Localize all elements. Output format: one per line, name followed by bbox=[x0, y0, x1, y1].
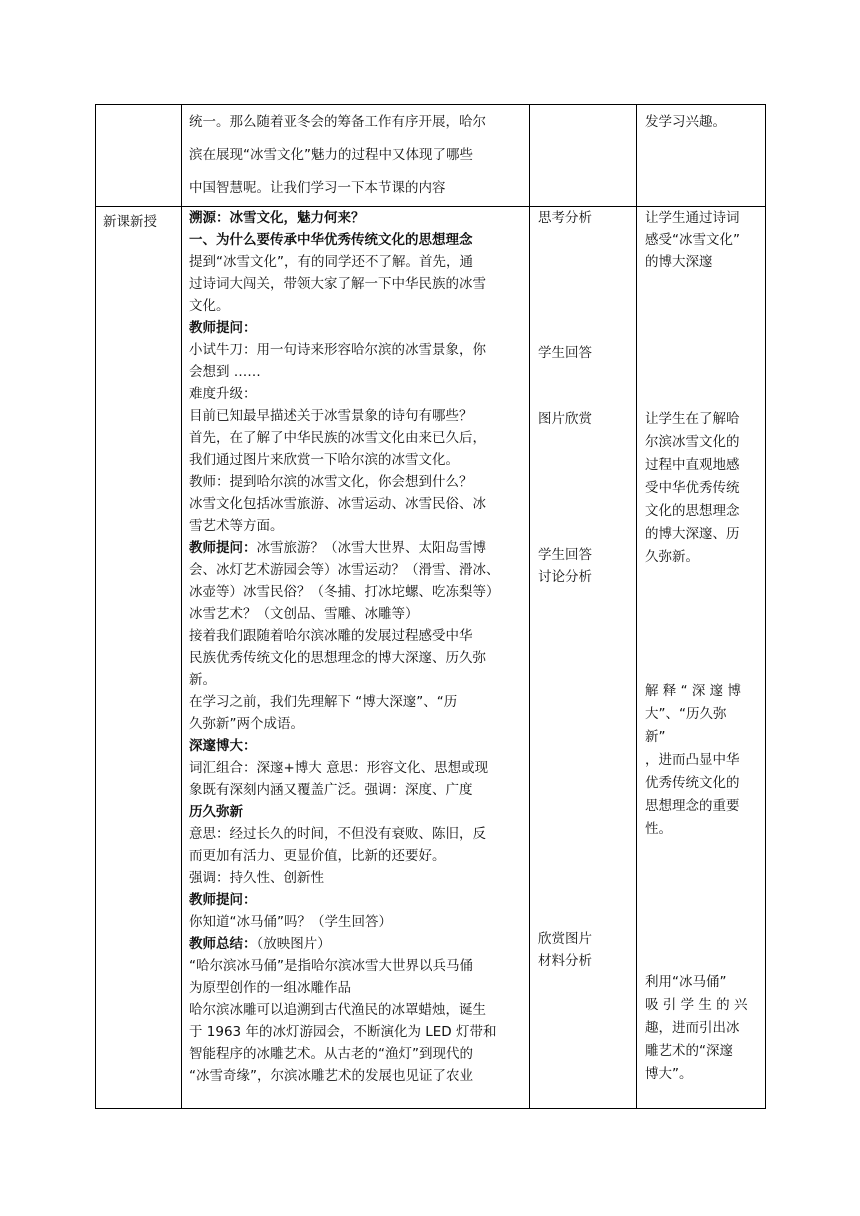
content-line: 为原型创作的一组冰雕作品 bbox=[189, 980, 351, 996]
goal-line: 大”、“历久弥 bbox=[645, 706, 727, 722]
table-left-border bbox=[95, 104, 96, 1109]
content-line: 提到“冰雪文化”，有的同学还不了解。首先，通 bbox=[189, 254, 473, 270]
subheading: 教师提问： bbox=[189, 320, 257, 336]
goal-line: 趣，进而引出冰 bbox=[645, 1020, 740, 1036]
stage-label: 新课新授 bbox=[103, 214, 157, 230]
content-line: 强调：持久性、创新性 bbox=[189, 870, 324, 886]
goal-line: 感受“冰雪文化” bbox=[645, 232, 740, 248]
content-line: 首先，在了解了中华民族的冰雪文化由来已久后， bbox=[189, 430, 486, 446]
subheading: 深邃博大： bbox=[189, 738, 257, 754]
section-heading: 一、为什么要传承中华优秀传统文化的思想理念 bbox=[189, 232, 473, 248]
content-line: 于 1963 年的冰灯游园会，不断演化为 LED 灯带和 bbox=[189, 1024, 497, 1040]
content-line: 雪艺术等方面。 bbox=[189, 518, 284, 534]
column-divider-1 bbox=[181, 104, 182, 1109]
content-line: 久弥新”两个成语。 bbox=[189, 716, 304, 732]
section-heading: 溯源：冰雪文化，魅力何来？ bbox=[189, 210, 365, 226]
goal-line: 性。 bbox=[645, 821, 672, 837]
content-line: 冰雪文化包括冰雪旅游、冰雪运动、冰雪民俗、冰 bbox=[189, 496, 486, 512]
goal-line: 雕艺术的“深邃 bbox=[645, 1043, 733, 1059]
content-line: 智能程序的冰雕艺术。从古老的“渔灯”到现代的 bbox=[189, 1046, 473, 1062]
activity-line: 图片欣赏 bbox=[538, 411, 592, 427]
activity-line: 思考分析 bbox=[538, 210, 592, 226]
content-line: 冰壶等）冰雪民俗？（冬捕、打冰坨螺、吃冻梨等） bbox=[189, 584, 500, 600]
activity-line: 学生回答 bbox=[538, 547, 592, 563]
content-line: 难度升级： bbox=[189, 386, 257, 402]
goal-line: 让学生通过诗词 bbox=[645, 210, 740, 226]
activity-line: 讨论分析 bbox=[538, 569, 592, 585]
content-line: 意思：经过长久的时间，不但没有衰败、陈旧，反 bbox=[189, 826, 486, 842]
content-line: 你知道“冰马俑”吗？（学生回答） bbox=[189, 914, 392, 930]
row0-content-line: 统一。那么随着亚冬会的筹备工作有序开展，哈尔 bbox=[189, 114, 486, 130]
row0-content-line: 中国智慧呢。让我们学习一下本节课的内容 bbox=[189, 180, 446, 196]
activity-line: 材料分析 bbox=[538, 953, 592, 969]
content-line: 我们通过图片来欣赏一下哈尔滨的冰雪文化。 bbox=[189, 452, 459, 468]
goal-line: 过程中直观地感 bbox=[645, 457, 740, 473]
content-line: 目前已知最早描述关于冰雪景象的诗句有哪些？ bbox=[189, 408, 473, 424]
content-line: 会想到 …… bbox=[189, 364, 261, 380]
content-line: 冰雪艺术？（文创品、雪雕、冰雕等） bbox=[189, 606, 419, 622]
goal-line: ，进而凸显中华 bbox=[645, 752, 740, 768]
row0-content-line: 滨在展现“冰雪文化”魅力的过程中又体现了哪些 bbox=[189, 147, 473, 163]
content-line: 接着我们跟随着哈尔滨冰雕的发展过程感受中华 bbox=[189, 628, 473, 644]
bold-lead: 教师总结： bbox=[189, 936, 257, 952]
goal-line: 优秀传统文化的 bbox=[645, 775, 740, 791]
activity-line: 学生回答 bbox=[538, 345, 592, 361]
content-line: 过诗词大闯关，带领大家了解一下中华民族的冰雪 bbox=[189, 276, 486, 292]
goal-line: 受中华优秀传统 bbox=[645, 480, 740, 496]
content-line: “哈尔滨冰马俑”是指哈尔滨冰雪大世界以兵马俑 bbox=[189, 958, 473, 974]
goal-line: 文化的思想理念 bbox=[645, 503, 740, 519]
content-line bbox=[189, 933, 331, 955]
content-line: 小试牛刀：用一句诗来形容哈尔滨的冰雪景象，你 bbox=[189, 342, 486, 358]
content-line: 哈尔滨冰雕可以追溯到古代渔民的冰罩蜡烛，诞生 bbox=[189, 1002, 486, 1018]
goal-line: 利用“冰马俑” bbox=[645, 974, 727, 990]
content-text: 冰雪旅游？（冰雪大世界、太阳岛雪博 bbox=[256, 540, 486, 556]
bold-lead: 教师提问： bbox=[189, 540, 257, 556]
goal-line: 尔滨冰雪文化的 bbox=[645, 434, 740, 450]
content-line: 而更加有活力、更显价值，比新的还要好。 bbox=[189, 848, 446, 864]
goal-line: 吸 引 学 生 的 兴 bbox=[645, 997, 748, 1013]
goal-line: 久弥新。 bbox=[645, 549, 699, 565]
content-line: 新。 bbox=[189, 672, 216, 688]
content-line: 民族优秀传统文化的思想理念的博大深邃、历久弥 bbox=[189, 650, 486, 666]
table-bottom-border bbox=[95, 1108, 766, 1109]
subheading: 历久弥新 bbox=[189, 804, 243, 820]
goal-line: 思想理念的重要 bbox=[645, 798, 740, 814]
goal-line: 新” bbox=[645, 729, 666, 745]
content-text: （放映图片） bbox=[256, 936, 331, 952]
row0-goal-line: 发学习兴趣。 bbox=[645, 114, 726, 130]
content-line: 象既有深刻内涵又覆盖广泛。强调：深度、广度 bbox=[189, 782, 473, 798]
content-line: 教师：提到哈尔滨的冰雪文化，你会想到什么？ bbox=[189, 474, 473, 490]
content-line bbox=[189, 537, 486, 559]
table-right-border bbox=[765, 104, 766, 1109]
column-divider-2 bbox=[529, 104, 530, 1109]
subheading: 教师提问： bbox=[189, 892, 257, 908]
content-line: “冰雪奇缘”，尔滨冰雕艺术的发展也见证了农业 bbox=[189, 1068, 473, 1084]
content-line: 在学习之前，我们先理解下 “博大深邃”、“历 bbox=[189, 694, 458, 710]
activity-line: 欣赏图片 bbox=[538, 931, 592, 947]
table-top-border bbox=[95, 104, 766, 105]
column-divider-3 bbox=[636, 104, 637, 1109]
goal-line: 让学生在了解哈 bbox=[645, 411, 740, 427]
content-line: 词汇组合：深邃+博大 意思：形容文化、思想或现 bbox=[189, 760, 489, 776]
goal-line: 的博大深邃 bbox=[645, 254, 713, 270]
content-line: 会、冰灯艺术游园会等）冰雪运动？（滑雪、滑冰、 bbox=[189, 562, 500, 578]
goal-line: 博大”。 bbox=[645, 1066, 693, 1082]
goal-line: 解 释 “ 深 邃 博 bbox=[645, 683, 741, 699]
goal-line: 的博大深邃、历 bbox=[645, 526, 740, 542]
content-line: 文化。 bbox=[189, 298, 230, 314]
